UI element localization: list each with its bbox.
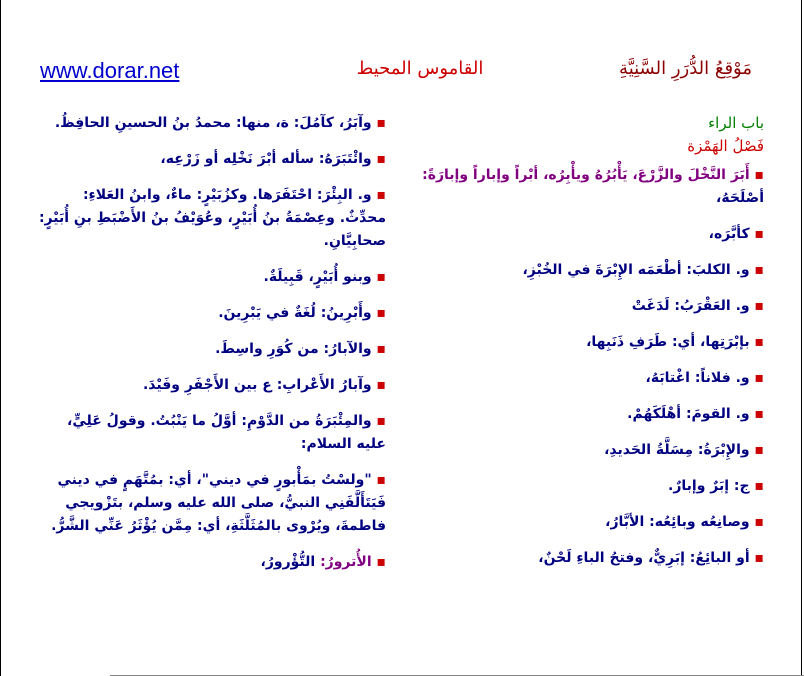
entry-text: و. العَقْرَبُ: لَدَغَتْ: [631, 298, 750, 314]
entry-text: بإبْرَتِها، أي: طَرَفِ ذَنَبِها،: [586, 334, 750, 350]
bullet-icon: ▪: [376, 554, 386, 570]
entry: [34, 469, 386, 538]
entry-text: كأبَّرَه،: [708, 226, 750, 242]
left-column: [34, 112, 386, 587]
bullet-icon: ▪: [754, 406, 764, 422]
bullet-icon: ▪: [754, 514, 764, 530]
frame-left-border: [0, 0, 1, 676]
dictionary-title: القاموس المحيط: [356, 58, 484, 79]
bullet-icon: ▪: [376, 472, 386, 488]
entry-text: والإِبْرَةُ: مِسَلَّةُ الحَديدِ،: [604, 442, 750, 458]
page-header: [0, 58, 804, 88]
entry-text: أو البائِعُ: إبَرِيٌّ، وفتحُ الباءِ لَحْنٌ،: [538, 550, 750, 566]
entry-text: و. القومَ: أهْلَكَهُمْ.: [627, 406, 750, 422]
bullet-icon: ▪: [376, 341, 386, 357]
entry-text: وآبارُ الأَعْرابِ: ع بين الأَجْفَرِ وفَيْدَ.: [142, 377, 372, 393]
entry: [34, 551, 386, 574]
entry-text: "ولسْتُ بمَأْبورٍ في ديني"، أي: بمُتَّهَمٍ في ديني فَيَتَأَلَّفَنِي النبيُّ، صلى الله عليه وسلم، بتَزْويجي فاطمةَ، ويُرْوى بالمُثَلَّثَةِ، أي: مِمَّن يُؤْثَرُ عَنِّي الشَّرُّ.: [51, 472, 386, 534]
entry: [419, 511, 764, 534]
entry-headword: أَبَرَ النَّخْلَ والزَّرْعَ، يَأْبُرُهُ ويأْبِرُه، أبْراً وإباراً وإبارَةً:: [422, 167, 750, 183]
bullet-icon: ▪: [754, 478, 764, 494]
entry: [419, 223, 764, 246]
bullet-icon: ▪: [376, 269, 386, 285]
entry: [34, 112, 386, 135]
entry: [419, 367, 764, 390]
entry-text: و. الكلبَ: أطْعَمَه الإِبْرَةَ في الخُبْزِ،: [522, 262, 750, 278]
entry-text: و. فلاناً: اغْتابَهُ،: [645, 370, 750, 386]
entry: [34, 266, 386, 289]
bullet-icon: ▪: [754, 370, 764, 386]
entry-text: وصانِعُه وبائِعُه: الأبَّارُ،: [605, 514, 750, 530]
bullet-icon: ▪: [754, 442, 764, 458]
entry: [34, 410, 386, 456]
bullet-icon: ▪: [376, 151, 386, 167]
bullet-icon: ▪: [754, 167, 764, 183]
entry: [34, 148, 386, 171]
entry: [419, 331, 764, 354]
section-heading: فَصْلُ الهَمْزة: [687, 137, 764, 155]
chapter-heading: باب الراء: [708, 114, 764, 132]
entry: [419, 403, 764, 426]
entry: [34, 302, 386, 325]
entry: [34, 374, 386, 397]
bullet-icon: ▪: [754, 226, 764, 242]
entry-text: وائْتَبَرَهُ: سأله أبْرَ نَخْلِه أو زَرْعِه،: [160, 151, 372, 167]
entry: [419, 439, 764, 462]
bullet-icon: ▪: [376, 377, 386, 393]
entry-text: وبنو أُبَيْرٍ، قَبِيلَةٌ.: [263, 269, 372, 285]
bullet-icon: ▪: [754, 262, 764, 278]
bullet-icon: ▪: [376, 305, 386, 321]
entry: [419, 295, 764, 318]
bullet-icon: ▪: [754, 550, 764, 566]
right-column: [419, 112, 764, 583]
site-url-link[interactable]: www.dorar.net: [40, 58, 180, 83]
bullet-icon: ▪: [376, 413, 386, 429]
bullet-icon: ▪: [376, 187, 386, 203]
entry-text: ج: إبَرٌ وإبارٌ.: [668, 478, 750, 494]
entry-text: وآبَرُ، كآمُلَ: ة، منها: محمدُ بنُ الحسينِ الحافِظُ.: [54, 115, 372, 131]
entry-text: و. البِئْرَ: احْتَفَرَها. وكزُبَيْرٍ: ماءٌ، وابنُ العَلاءِ: محدِّثٌ. وعِصْمَةُ بنُ أُبَيْرٍ، وعُوَيْفُ بنُ الأَضْبَطِ بنِ أُبَيْرٍ: صحابِيَّانِ.: [38, 187, 386, 249]
entry-text: والمِئْبَرَةُ من الدَّوْمِ: أوَّلُ ما يَنْبُتُ. وقولُ عَلِيٍّ، عليه السلام:: [67, 413, 386, 452]
entry-text: التُّؤْرورُ،: [260, 554, 321, 570]
bullet-icon: ▪: [754, 298, 764, 314]
entry: [419, 547, 764, 570]
bullet-icon: ▪: [754, 334, 764, 350]
entry-text: أصْلَحَهُ،: [716, 190, 764, 206]
entry: [419, 164, 764, 210]
bullet-icon: ▪: [376, 115, 386, 131]
entry-headword: الأُترورُ:: [320, 554, 372, 570]
entry: [34, 184, 386, 253]
entry-text: والآبارُ: من كُوَرِ واسِطَ.: [215, 341, 372, 357]
entry: [419, 259, 764, 282]
frame-right-border: [801, 0, 802, 676]
site-name-logo: مَوْقِعُ الدُّرَرِ السَّنِيَّةِ: [619, 58, 752, 79]
entry: [34, 338, 386, 361]
entry-text: وأَبْرِينُ: لُغَةٌ في يَبْرِينَ.: [218, 305, 372, 321]
entry: [419, 475, 764, 498]
